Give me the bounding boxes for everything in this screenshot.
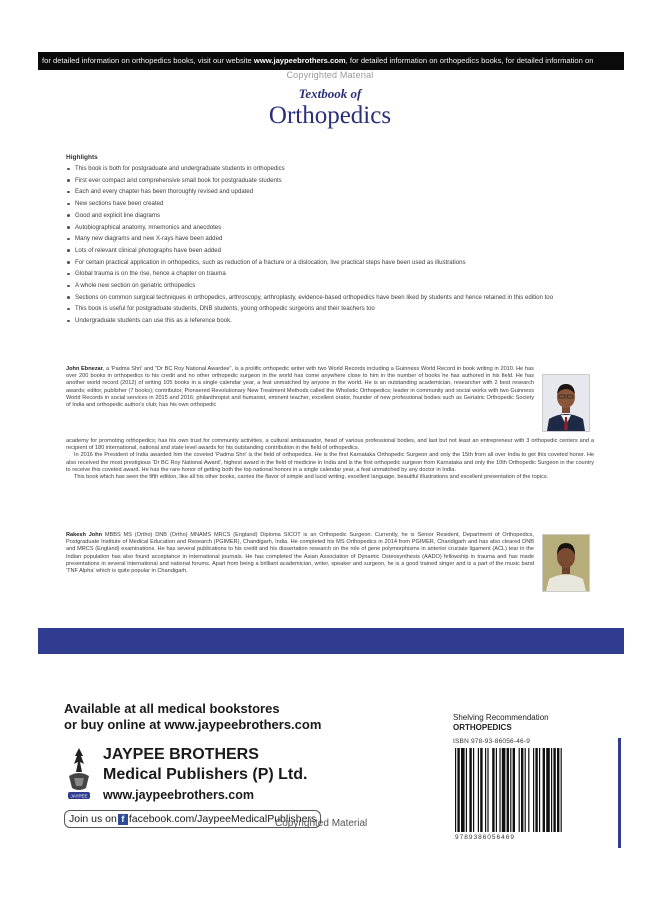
highlights-list	[66, 165, 596, 325]
shelving-value: ORTHOPEDICS	[453, 723, 512, 732]
banner-text-b: , for detailed information on orthopedics books, for detailed information on	[345, 56, 594, 65]
barcode-bar	[539, 748, 540, 832]
barcode-bar	[502, 748, 506, 832]
barcode-bar	[499, 748, 500, 832]
book-title	[0, 86, 660, 130]
barcode-area	[453, 738, 616, 850]
banner-text-a: for detailed information on orthopedics books, visit our website	[42, 56, 254, 65]
availability-line-2: or buy online at www.jaypeebrothers.com	[64, 717, 322, 732]
copyright-watermark-bottom: Copyrighted Material	[275, 818, 368, 829]
top-info-banner	[38, 52, 624, 70]
barcode-bar	[543, 748, 545, 832]
list-item: Sections on common surgical techniques in orthopedics, arthroscopy, arthroplasty, evidence-based orthopedics have been liked by students and hence retained in this edition too	[66, 294, 596, 301]
barcode-bar	[557, 748, 559, 832]
author1-bio-top	[66, 366, 534, 409]
decorative-side-line	[618, 738, 621, 848]
list-item: This book is useful for postgraduate students, DNB students, young orthopedic surgeons and their teachers too	[66, 305, 596, 312]
author1-para-1	[66, 366, 534, 409]
facebook-url: facebook.com/JaypeeMedicalPublishers	[128, 813, 317, 825]
title-line-2: Orthopedics	[268, 102, 392, 129]
author2-para-text: MBBS MS (Ortho) DNB (Ortho) MNAMS MRCS (England) Diploma SICOT is an Orthopedic Surgeon. Currently, he is Senior Resident, Department of Orthopedics, Postgraduate Institute of Medical Education and Research (PGIMER), Chandigarh, India. He completed his MS Orthopedics in 2014 from PGIMER, Chandigarh and has also cleared DNB and MRCS (England) examinations. He has several publications to his credit and his dissertation research on the role of gene polymorphisms in anterior cruciate ligament (ACL) tear in the Indian population has also found acceptance in international journals. He has completed the Asian Association of Dynamic Osteosynthesis (AADO) fellowship in trauma and has made presentations in several international and national forums. Apart from being a brilliant academician, writer, speaker and surgeon, he is a good trained singer and is a part of the music band 'TNF Alpha' which is quite popular in Chandigarh.	[66, 532, 534, 575]
barcode-bar	[513, 748, 515, 832]
barcode-bar	[492, 748, 494, 832]
barcode-bar	[496, 748, 497, 832]
barcode-bar	[528, 748, 529, 832]
barcode-bar	[466, 748, 467, 832]
barcode-bar	[510, 748, 511, 832]
barcode-bar	[507, 748, 509, 832]
barcode-bar	[553, 748, 555, 832]
barcode-bar	[469, 748, 471, 832]
list-item: Autobiographical anatomy, mnemonics and anecdotes	[66, 224, 596, 231]
list-item: Many new diagrams and new X-rays have been added	[66, 235, 596, 242]
author2-para	[66, 532, 534, 575]
barcode-bar	[551, 748, 552, 832]
list-item: Good and explicit line diagrams	[66, 212, 596, 219]
author2-photo	[542, 534, 590, 592]
facebook-icon: f	[118, 814, 128, 825]
barcode-bar	[455, 748, 456, 832]
facebook-prefix: Join us on	[69, 813, 117, 825]
barcode-bar	[461, 748, 465, 832]
list-item: First ever compact and comprehensive small book for postgraduate students	[66, 177, 596, 184]
barcode-bar	[561, 748, 562, 832]
barcode-bar	[535, 748, 537, 832]
list-item: Lots of relevant clinical photographs have been added	[66, 247, 596, 254]
publisher-line-1: JAYPEE BROTHERS	[103, 746, 259, 763]
list-item: New sections have been created	[66, 200, 596, 207]
barcode-bar	[473, 748, 474, 832]
list-item: A whole new section on geriatric orthopedics	[66, 282, 596, 289]
barcode-bar	[521, 748, 523, 832]
barcode-bar	[519, 748, 520, 832]
title-line-1: Textbook of	[298, 86, 362, 101]
barcode-bar	[533, 748, 534, 832]
publisher-line-2: Medical Publishers (P) Ltd.	[103, 766, 308, 783]
barcode-bar	[525, 748, 526, 832]
list-item: Global trauma is on the rise, hence a chapter on trauma	[66, 270, 596, 277]
logo-caption: JAYPEE	[70, 793, 88, 799]
author1-name: John Ebnezar	[66, 366, 103, 372]
author1-para-3: This book which has seen the fifth edition, like all his other books, carries the flavor of simple and lucid writing, excellent language, beautiful illustrations and excellent presentation of the topics.	[74, 474, 549, 481]
shelving-recommendation	[453, 713, 549, 733]
author2-bio	[66, 532, 534, 575]
author1-bio-bottom	[66, 438, 594, 481]
author1-para-1-cont: academy for promoting orthopedics; has his own trust for community activities, a cultural ambassador, head of various professional bodies, and last but not least an entrepreneur with 3 orthopedic centers and a recipient of 180 international, national and state level awards for his outstanding contribution in the field of orthopedics.	[66, 438, 594, 452]
copyright-watermark-top: Copyrighted Material	[286, 70, 374, 80]
author1-para-2: In 2016 the President of India awarded him the coveted 'Padma Shri' is the field of orthopedics. He is the first Karnataka Orthopedic Surgeon and only the 15th from all over India to get this coveted honor. He also received the most prestigious 'Dr BC Roy National Award', highest award in the field of medicine in India and is the first orthopedic surgeon from Karnataka and only the 10th Orthopedic Surgeon in the country to receive this coveted award. He has the rare honor of getting both the top national honors in a single calendar year, a feat unmatched by any doctor in India.	[66, 452, 594, 473]
barcode-bar	[457, 748, 459, 832]
author2-name: Rakesh John	[66, 532, 103, 538]
highlights-section	[66, 154, 596, 329]
publisher-url: www.jaypeebrothers.com	[103, 788, 254, 802]
list-item: This book is both for postgraduate and undergraduate students in orthopedics	[66, 165, 596, 172]
barcode-bar	[485, 748, 486, 832]
publisher-name	[103, 745, 307, 785]
author1-photo	[542, 374, 590, 432]
banner-url: www.jaypeebrothers.com	[253, 56, 346, 65]
barcode-bar	[487, 748, 488, 832]
list-item: Undergraduate students can use this as a reference book.	[66, 317, 596, 324]
barcode-bar	[480, 748, 482, 832]
barcode-image	[455, 748, 605, 832]
barcode-bar	[478, 748, 479, 832]
availability-text	[64, 701, 321, 733]
highlights-heading: Highlights	[66, 154, 98, 161]
barcode-bar	[546, 748, 550, 832]
availability-line-1: Available at all medical bookstores	[64, 701, 280, 716]
author1-para-1-text: , a 'Padma Shri' and "Dr BC Roy National Awardee", is a prolific orthopedic writer with two World Records including a Guinness World Record in book writing in 2010. He has over 200 books in orthopedics to his credit and no other orthopedic surgeon in the world has come anywhere close to him in the number of books he has authored in his field. He has another world record (2012) of writing 105 books in a single calendar year, a feat unmatched by anyone in the world. He is an outstanding academician, researcher with 2 best research awards; editor, publisher (7 books); contributor, Pionsered Revolutionary New Treatment Methods called the Wholistic Orthopedics; leader in community and social works with two Guinness World Records in social services in 2015 and 2016; philanthropist and humanist, eminent teacher, excellent orator, founder of new professional bodies such as Geriatric Orthopedic Society of India and orthopedic author's club; has his own orthopedic	[66, 366, 534, 409]
barcode-number: 9789386056469	[455, 834, 515, 841]
shelving-label: Shelving Recommendation	[453, 713, 549, 722]
publisher-logo	[64, 746, 94, 802]
isbn-text: ISBN 978-93-86056-46-9	[453, 738, 531, 745]
list-item: Each and every chapter has been thoroughly revised and updated	[66, 188, 596, 195]
list-item: For certain practical application in orthopedics, such as reduction of a fracture or a dislocation, live practical steps have been used as illustrations	[66, 259, 596, 266]
decorative-band	[38, 628, 624, 654]
